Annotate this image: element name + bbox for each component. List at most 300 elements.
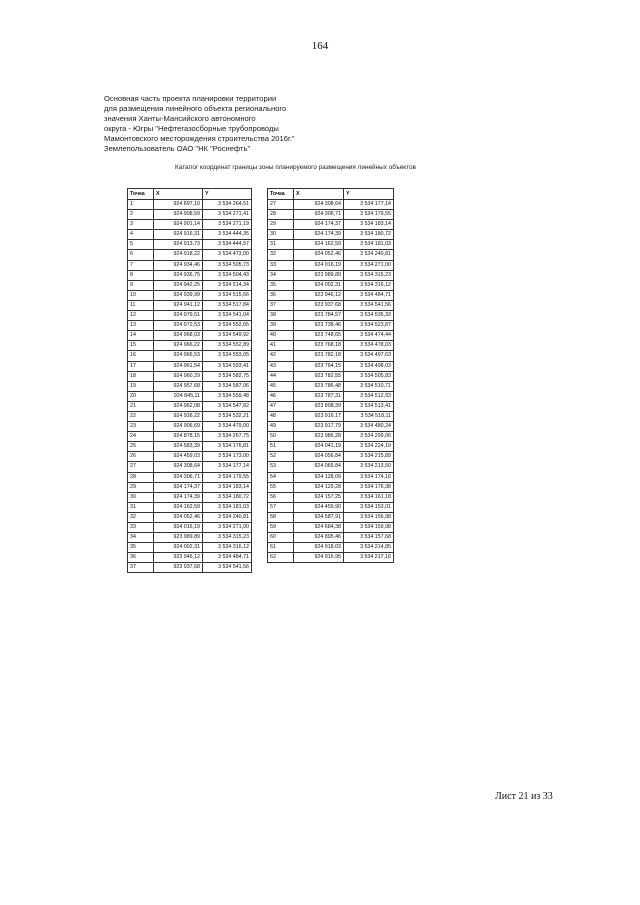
header-line: Основная часть проекта планировки территории [104, 94, 277, 103]
y-coordinate-cell: 3 534 264,51 [203, 200, 252, 210]
table-row [128, 432, 252, 442]
point-number-cell: 22 [128, 411, 154, 421]
y-coordinate-cell: 3 534 180,72 [344, 230, 394, 240]
y-coordinate-cell: 3 534 161,18 [344, 492, 394, 502]
table-row [268, 311, 394, 321]
x-coordinate-cell: 923 946,12 [294, 290, 344, 300]
point-number-cell: 49 [268, 422, 294, 432]
table-row [268, 260, 394, 270]
table-row [268, 200, 394, 210]
point-number-cell: 24 [128, 432, 154, 442]
x-coordinate-cell: 924 587,91 [294, 512, 344, 522]
table-row [268, 280, 394, 290]
y-coordinate-cell: 3 534 484,71 [203, 553, 252, 563]
table-row [268, 482, 394, 492]
table-row [128, 563, 252, 573]
table-row [128, 311, 252, 321]
point-number-cell: 18 [128, 371, 154, 381]
x-coordinate-cell: 924 041,19 [294, 442, 344, 452]
table-header-row [268, 189, 394, 200]
x-coordinate-cell: 924 972,53 [154, 321, 203, 331]
table-row [128, 553, 252, 563]
x-coordinate-cell: 924 157,25 [294, 492, 344, 502]
x-coordinate-cell: 923 786,48 [294, 381, 344, 391]
x-coordinate-cell: 924 966,53 [154, 351, 203, 361]
x-coordinate-cell: 924 942,25 [154, 280, 203, 290]
y-coordinate-cell: 3 534 504,43 [203, 270, 252, 280]
y-coordinate-cell: 3 534 214,85 [344, 543, 394, 553]
x-coordinate-cell: 924 174,37 [294, 220, 344, 230]
x-coordinate-cell: 924 936,75 [154, 270, 203, 280]
y-coordinate-cell: 3 534 497,63 [344, 351, 394, 361]
header-line: округа - Югры "Нефтегазосборные трубопроводы [104, 124, 279, 133]
y-coordinate-cell: 3 534 541,56 [344, 300, 394, 310]
y-coordinate-cell: 3 534 541,56 [203, 563, 252, 573]
x-coordinate-cell: 924 934,46 [154, 260, 203, 270]
x-coordinate-cell: 924 684,38 [294, 523, 344, 533]
y-coordinate-cell: 3 534 177,14 [344, 200, 394, 210]
table-row [268, 300, 394, 310]
x-coordinate-cell: 924 002,31 [294, 280, 344, 290]
point-number-cell: 32 [268, 250, 294, 260]
x-coordinate-cell: 924 308,64 [154, 462, 203, 472]
y-coordinate-cell: 3 534 217,16 [344, 553, 394, 563]
point-number-cell: 14 [128, 331, 154, 341]
y-coordinate-cell: 3 534 593,41 [203, 361, 252, 371]
x-coordinate-cell: 923 937,68 [294, 300, 344, 310]
point-number-cell: 51 [268, 442, 294, 452]
x-coordinate-cell: 924 908,59 [154, 210, 203, 220]
y-coordinate-cell: 3 534 176,81 [203, 442, 252, 452]
x-coordinate-cell: 923 937,68 [154, 563, 203, 573]
x-coordinate-cell: 924 906,69 [154, 422, 203, 432]
point-number-cell: 27 [128, 462, 154, 472]
y-coordinate-cell: 3 534 484,71 [344, 290, 394, 300]
point-number-cell: 32 [128, 512, 154, 522]
y-coordinate-cell: 3 534 587,06 [203, 381, 252, 391]
point-number-cell: 20 [128, 391, 154, 401]
y-coordinate-cell: 3 534 159,98 [344, 523, 394, 533]
point-number-cell: 47 [268, 401, 294, 411]
point-number-cell: 6 [128, 250, 154, 260]
y-coordinate-cell: 3 534 535,33 [344, 311, 394, 321]
table-row [268, 533, 394, 543]
x-coordinate-cell: 924 129,28 [294, 482, 344, 492]
x-coordinate-cell: 924 895,46 [294, 533, 344, 543]
table-row [268, 472, 394, 482]
table-row [128, 533, 252, 543]
table-row [268, 371, 394, 381]
point-number-cell: 4 [128, 230, 154, 240]
x-coordinate-cell: 924 128,09 [294, 472, 344, 482]
y-coordinate-cell: 3 534 552,65 [203, 321, 252, 331]
column-header-x: X [294, 189, 344, 200]
table-row [128, 290, 252, 300]
y-coordinate-cell: 3 534 271,00 [344, 260, 394, 270]
y-coordinate-cell: 3 534 316,12 [344, 280, 394, 290]
x-coordinate-cell: 923 764,15 [294, 361, 344, 371]
x-coordinate-cell: 924 926,22 [154, 411, 203, 421]
point-number-cell: 11 [128, 300, 154, 310]
table-row [128, 361, 252, 371]
x-coordinate-cell: 924 966,22 [154, 341, 203, 351]
y-coordinate-cell: 3 534 505,83 [344, 371, 394, 381]
table-row [128, 502, 252, 512]
point-number-cell: 17 [128, 361, 154, 371]
y-coordinate-cell: 3 534 271,41 [203, 210, 252, 220]
header-line: Мамонтовского месторождения строительства 2016г." [104, 134, 295, 143]
point-number-cell: 31 [128, 502, 154, 512]
x-coordinate-cell: 924 979,51 [154, 311, 203, 321]
document-header [104, 94, 434, 154]
table-row [128, 321, 252, 331]
point-number-cell: 16 [128, 351, 154, 361]
table-row [268, 331, 394, 341]
x-coordinate-cell: 924 174,39 [154, 492, 203, 502]
y-coordinate-cell: 3 534 513,41 [344, 401, 394, 411]
x-coordinate-cell: 924 056,84 [294, 452, 344, 462]
x-coordinate-cell: 923 916,17 [294, 411, 344, 421]
table-row [268, 270, 394, 280]
table-row [128, 482, 252, 492]
table-row [128, 250, 252, 260]
sheet-counter: Лист 21 из 33 [495, 791, 553, 802]
x-coordinate-cell: 924 162,59 [294, 240, 344, 250]
table-row [128, 381, 252, 391]
y-coordinate-cell: 3 534 316,12 [203, 543, 252, 553]
column-header-y: Y [344, 189, 394, 200]
table-row [268, 391, 394, 401]
point-number-cell: 33 [268, 260, 294, 270]
x-coordinate-cell: 924 459,90 [294, 502, 344, 512]
y-coordinate-cell: 3 534 179,55 [203, 472, 252, 482]
x-coordinate-cell: 924 916,95 [294, 553, 344, 563]
y-coordinate-cell: 3 534 517,84 [203, 300, 252, 310]
point-number-cell: 38 [268, 311, 294, 321]
y-coordinate-cell: 3 534 177,14 [203, 462, 252, 472]
y-coordinate-cell: 3 534 514,34 [203, 280, 252, 290]
x-coordinate-cell: 924 961,54 [154, 361, 203, 371]
table-row [128, 210, 252, 220]
table-row [268, 341, 394, 351]
table-row [128, 220, 252, 230]
x-coordinate-cell: 924 016,19 [154, 523, 203, 533]
point-number-cell: 44 [268, 371, 294, 381]
x-coordinate-cell: 923 782,55 [294, 371, 344, 381]
point-number-cell: 13 [128, 321, 154, 331]
table-row [128, 200, 252, 210]
point-number-cell: 30 [128, 492, 154, 502]
header-line: Землепользователь ОАО "НК "Роснефть" [104, 144, 251, 153]
point-number-cell: 37 [268, 300, 294, 310]
point-number-cell: 45 [268, 381, 294, 391]
table-row [268, 401, 394, 411]
point-number-cell: 54 [268, 472, 294, 482]
point-number-cell: 27 [268, 200, 294, 210]
table-row [128, 371, 252, 381]
header-line: для размещения линейного объекта регионального [104, 104, 287, 113]
table-row [128, 442, 252, 452]
y-coordinate-cell: 3 534 183,14 [344, 220, 394, 230]
x-coordinate-cell: 924 962,08 [154, 401, 203, 411]
x-coordinate-cell: 923 768,18 [294, 341, 344, 351]
y-coordinate-cell: 3 534 176,38 [344, 482, 394, 492]
point-number-cell: 31 [268, 240, 294, 250]
y-coordinate-cell: 3 534 271,19 [203, 220, 252, 230]
point-number-cell: 23 [128, 422, 154, 432]
table-row [268, 553, 394, 563]
y-coordinate-cell: 3 534 549,92 [203, 331, 252, 341]
point-number-cell: 3 [128, 220, 154, 230]
table-row [128, 472, 252, 482]
point-number-cell: 7 [128, 260, 154, 270]
point-number-cell: 30 [268, 230, 294, 240]
table-row [128, 270, 252, 280]
table-row [128, 341, 252, 351]
column-header-x: X [154, 189, 203, 200]
table-row [268, 512, 394, 522]
point-number-cell: 43 [268, 361, 294, 371]
point-number-cell: 5 [128, 240, 154, 250]
catalog-title: Каталог координат границы зоны планируемого размещения линейных объектов [175, 164, 416, 171]
y-coordinate-cell: 3 534 518,11 [344, 411, 394, 421]
header-line: значения Ханты-Мансийского автономного [104, 114, 256, 123]
x-coordinate-cell: 924 052,46 [154, 512, 203, 522]
point-number-cell: 42 [268, 351, 294, 361]
y-coordinate-cell: 3 534 582,75 [203, 371, 252, 381]
point-number-cell: 40 [268, 331, 294, 341]
y-coordinate-cell: 3 534 224,19 [344, 442, 394, 452]
y-coordinate-cell: 3 534 552,89 [203, 341, 252, 351]
x-coordinate-cell: 924 306,71 [154, 472, 203, 482]
table-row [268, 432, 394, 442]
point-number-cell: 33 [128, 523, 154, 533]
y-coordinate-cell: 3 534 512,93 [344, 391, 394, 401]
table-row [268, 240, 394, 250]
page-number: 164 [311, 40, 329, 52]
table-row [128, 401, 252, 411]
point-number-cell: 56 [268, 492, 294, 502]
point-number-cell: 59 [268, 523, 294, 533]
table-header-row [128, 189, 252, 200]
table-row [268, 543, 394, 553]
x-coordinate-cell: 924 901,14 [154, 220, 203, 230]
table-row [128, 411, 252, 421]
point-number-cell: 60 [268, 533, 294, 543]
point-number-cell: 2 [128, 210, 154, 220]
y-coordinate-cell: 3 534 532,21 [203, 411, 252, 421]
y-coordinate-cell: 3 534 240,81 [203, 512, 252, 522]
point-number-cell: 36 [128, 553, 154, 563]
x-coordinate-cell: 924 941,12 [154, 300, 203, 310]
table-row [128, 492, 252, 502]
x-coordinate-cell: 924 459,03 [154, 452, 203, 462]
y-coordinate-cell: 3 534 559,48 [203, 391, 252, 401]
point-number-cell: 58 [268, 512, 294, 522]
y-coordinate-cell: 3 534 515,66 [203, 290, 252, 300]
point-number-cell: 55 [268, 482, 294, 492]
y-coordinate-cell: 3 534 473,00 [203, 250, 252, 260]
y-coordinate-cell: 3 534 315,23 [344, 270, 394, 280]
x-coordinate-cell: 924 918,22 [154, 250, 203, 260]
y-coordinate-cell: 3 534 510,71 [344, 381, 394, 391]
table-row [268, 452, 394, 462]
table-row [268, 442, 394, 452]
point-number-cell: 12 [128, 311, 154, 321]
y-coordinate-cell: 3 534 267,75 [203, 432, 252, 442]
table-row [128, 391, 252, 401]
table-row [268, 462, 394, 472]
point-number-cell: 29 [268, 220, 294, 230]
x-coordinate-cell: 923 787,31 [294, 391, 344, 401]
column-header-point: Точка [268, 189, 294, 200]
coordinates-table-right [267, 188, 394, 563]
point-number-cell: 61 [268, 543, 294, 553]
point-number-cell: 37 [128, 563, 154, 573]
x-coordinate-cell: 924 918,03 [294, 543, 344, 553]
table-row [128, 512, 252, 522]
point-number-cell: 29 [128, 482, 154, 492]
table-row [268, 523, 394, 533]
coordinates-table-left [127, 188, 252, 573]
point-number-cell: 62 [268, 553, 294, 563]
point-number-cell: 35 [128, 543, 154, 553]
table-row [128, 351, 252, 361]
table-row [128, 230, 252, 240]
point-number-cell: 10 [128, 290, 154, 300]
y-coordinate-cell: 3 534 173,00 [203, 452, 252, 462]
point-number-cell: 39 [268, 321, 294, 331]
point-number-cell: 9 [128, 280, 154, 290]
table-row [268, 230, 394, 240]
table-row [128, 462, 252, 472]
point-number-cell: 53 [268, 462, 294, 472]
point-number-cell: 41 [268, 341, 294, 351]
y-coordinate-cell: 3 534 240,81 [344, 250, 394, 260]
x-coordinate-cell: 923 917,79 [294, 422, 344, 432]
table-row [268, 220, 394, 230]
x-coordinate-cell: 924 916,31 [154, 230, 203, 240]
x-coordinate-cell: 924 052,46 [294, 250, 344, 260]
point-number-cell: 28 [268, 210, 294, 220]
x-coordinate-cell: 924 897,10 [154, 200, 203, 210]
y-coordinate-cell: 3 534 157,68 [344, 533, 394, 543]
y-coordinate-cell: 3 534 153,01 [344, 502, 394, 512]
x-coordinate-cell: 924 583,39 [154, 442, 203, 452]
x-coordinate-cell: 923 986,28 [294, 432, 344, 442]
column-header-y: Y [203, 189, 252, 200]
x-coordinate-cell: 924 306,71 [294, 210, 344, 220]
y-coordinate-cell: 3 534 174,16 [344, 472, 394, 482]
y-coordinate-cell: 3 534 553,05 [203, 351, 252, 361]
table-row [268, 290, 394, 300]
x-coordinate-cell: 923 946,12 [154, 553, 203, 563]
y-coordinate-cell: 3 534 215,89 [344, 452, 394, 462]
y-coordinate-cell: 3 534 547,82 [203, 401, 252, 411]
x-coordinate-cell: 924 878,15 [154, 432, 203, 442]
table-row [128, 523, 252, 533]
table-row [268, 502, 394, 512]
table-row [268, 250, 394, 260]
y-coordinate-cell: 3 534 444,57 [203, 240, 252, 250]
x-coordinate-cell: 924 016,19 [294, 260, 344, 270]
table-row [128, 280, 252, 290]
y-coordinate-cell: 3 534 541,04 [203, 311, 252, 321]
point-number-cell: 15 [128, 341, 154, 351]
y-coordinate-cell: 3 534 271,00 [203, 523, 252, 533]
y-coordinate-cell: 3 534 213,50 [344, 462, 394, 472]
table-row [128, 300, 252, 310]
point-number-cell: 46 [268, 391, 294, 401]
x-coordinate-cell: 924 065,84 [294, 462, 344, 472]
x-coordinate-cell: 924 939,99 [154, 290, 203, 300]
x-coordinate-cell: 924 002,31 [154, 543, 203, 553]
point-number-cell: 28 [128, 472, 154, 482]
point-number-cell: 25 [128, 442, 154, 452]
point-number-cell: 35 [268, 280, 294, 290]
y-coordinate-cell: 3 534 478,03 [344, 341, 394, 351]
table-row [268, 210, 394, 220]
y-coordinate-cell: 3 534 480,24 [344, 422, 394, 432]
y-coordinate-cell: 3 534 183,14 [203, 482, 252, 492]
table-row [268, 321, 394, 331]
x-coordinate-cell: 923 784,57 [294, 311, 344, 321]
table-row [268, 361, 394, 371]
point-number-cell: 26 [128, 452, 154, 462]
point-number-cell: 34 [268, 270, 294, 280]
x-coordinate-cell: 924 968,03 [154, 331, 203, 341]
table-row [268, 411, 394, 421]
y-coordinate-cell: 3 534 315,23 [203, 533, 252, 543]
y-coordinate-cell: 3 534 156,98 [344, 512, 394, 522]
x-coordinate-cell: 924 845,11 [154, 391, 203, 401]
y-coordinate-cell: 3 534 180,72 [203, 492, 252, 502]
table-row [268, 492, 394, 502]
x-coordinate-cell: 924 174,39 [294, 230, 344, 240]
x-coordinate-cell: 924 174,37 [154, 482, 203, 492]
y-coordinate-cell: 3 534 523,87 [344, 321, 394, 331]
point-number-cell: 52 [268, 452, 294, 462]
y-coordinate-cell: 3 534 505,73 [203, 260, 252, 270]
x-coordinate-cell: 924 308,64 [294, 200, 344, 210]
column-header-point: Точка [128, 189, 154, 200]
table-row [128, 452, 252, 462]
table-row [128, 331, 252, 341]
x-coordinate-cell: 924 960,29 [154, 371, 203, 381]
y-coordinate-cell: 3 534 299,06 [344, 432, 394, 442]
y-coordinate-cell: 3 534 444,35 [203, 230, 252, 240]
x-coordinate-cell: 923 738,46 [294, 321, 344, 331]
table-row [268, 351, 394, 361]
x-coordinate-cell: 923 748,65 [294, 331, 344, 341]
point-number-cell: 48 [268, 411, 294, 421]
x-coordinate-cell: 923 782,18 [294, 351, 344, 361]
point-number-cell: 1 [128, 200, 154, 210]
y-coordinate-cell: 3 534 498,03 [344, 361, 394, 371]
table-row [128, 260, 252, 270]
y-coordinate-cell: 3 534 181,03 [344, 240, 394, 250]
y-coordinate-cell: 3 534 179,55 [344, 210, 394, 220]
point-number-cell: 50 [268, 432, 294, 442]
table-row [268, 381, 394, 391]
x-coordinate-cell: 924 162,59 [154, 502, 203, 512]
table-row [128, 240, 252, 250]
point-number-cell: 21 [128, 401, 154, 411]
x-coordinate-cell: 923 808,39 [294, 401, 344, 411]
x-coordinate-cell: 924 957,68 [154, 381, 203, 391]
point-number-cell: 8 [128, 270, 154, 280]
point-number-cell: 19 [128, 381, 154, 391]
